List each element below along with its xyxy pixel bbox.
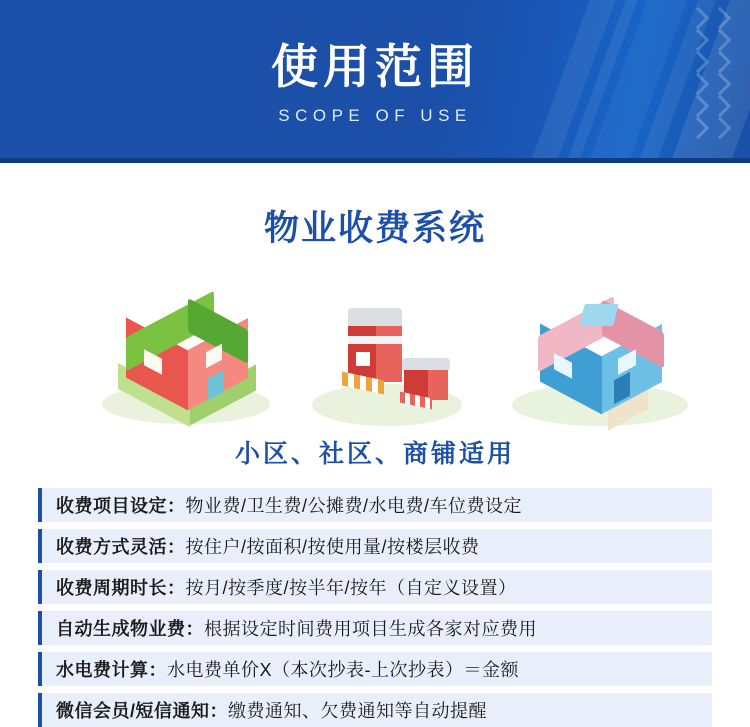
feature-value: 按住户/按面积/按使用量/按楼层收费 bbox=[185, 537, 480, 557]
shop-wall-right bbox=[428, 366, 448, 400]
feature-value: 水电费单价X（本次抄表-上次抄表）＝金额 bbox=[167, 660, 519, 680]
feature-label: 自动生成物业费： bbox=[56, 619, 204, 639]
tower-wall-right bbox=[376, 320, 402, 382]
cottage-illustration bbox=[510, 286, 690, 426]
tower-band bbox=[348, 336, 402, 344]
feature-text bbox=[56, 615, 537, 641]
sub-headline: 小区、社区、商铺适用 bbox=[234, 440, 515, 468]
tower-roof bbox=[348, 308, 402, 326]
list-item bbox=[38, 529, 712, 563]
feature-list bbox=[38, 488, 712, 727]
feature-label: 水电费计算： bbox=[56, 660, 167, 680]
list-item bbox=[38, 570, 712, 604]
feature-label: 收费周期时长： bbox=[56, 578, 186, 598]
feature-text bbox=[56, 574, 517, 600]
illustration-group bbox=[0, 273, 750, 428]
list-item bbox=[38, 693, 712, 727]
feature-text bbox=[56, 656, 519, 682]
shop-roof bbox=[402, 358, 450, 370]
header-banner bbox=[0, 0, 750, 163]
feature-text bbox=[56, 533, 480, 559]
list-item bbox=[38, 652, 712, 686]
banner-subtitle: SCOPE OF USE bbox=[278, 105, 472, 125]
feature-value: 根据设定时间费用项目生成各家对应费用 bbox=[204, 619, 537, 639]
feature-label: 收费项目设定： bbox=[56, 496, 186, 516]
page-title: 物业收费系统 bbox=[263, 209, 486, 248]
banner-bottom-rule bbox=[0, 158, 750, 163]
feature-text bbox=[56, 697, 487, 723]
list-item bbox=[38, 611, 712, 645]
feature-value: 物业费/卫生费/公摊费/水电费/车位费设定 bbox=[185, 496, 523, 516]
tower-wall-left bbox=[348, 320, 376, 382]
tower-shop-illustration bbox=[312, 291, 462, 426]
banner-title: 使用范围 bbox=[271, 40, 479, 94]
row-house-illustration bbox=[96, 296, 276, 426]
list-item bbox=[38, 488, 712, 522]
feature-value: 缴费通知、欠费通知等自动提醒 bbox=[228, 701, 488, 721]
main-content bbox=[0, 163, 750, 727]
feature-text bbox=[56, 492, 522, 518]
feature-label: 微信会员/短信通知： bbox=[56, 701, 229, 721]
dormer-window-icon bbox=[579, 304, 618, 326]
feature-value: 按月/按季度/按半年/按年（自定义设置） bbox=[185, 578, 517, 598]
window-icon bbox=[356, 352, 370, 366]
feature-label: 收费方式灵活： bbox=[56, 537, 186, 557]
